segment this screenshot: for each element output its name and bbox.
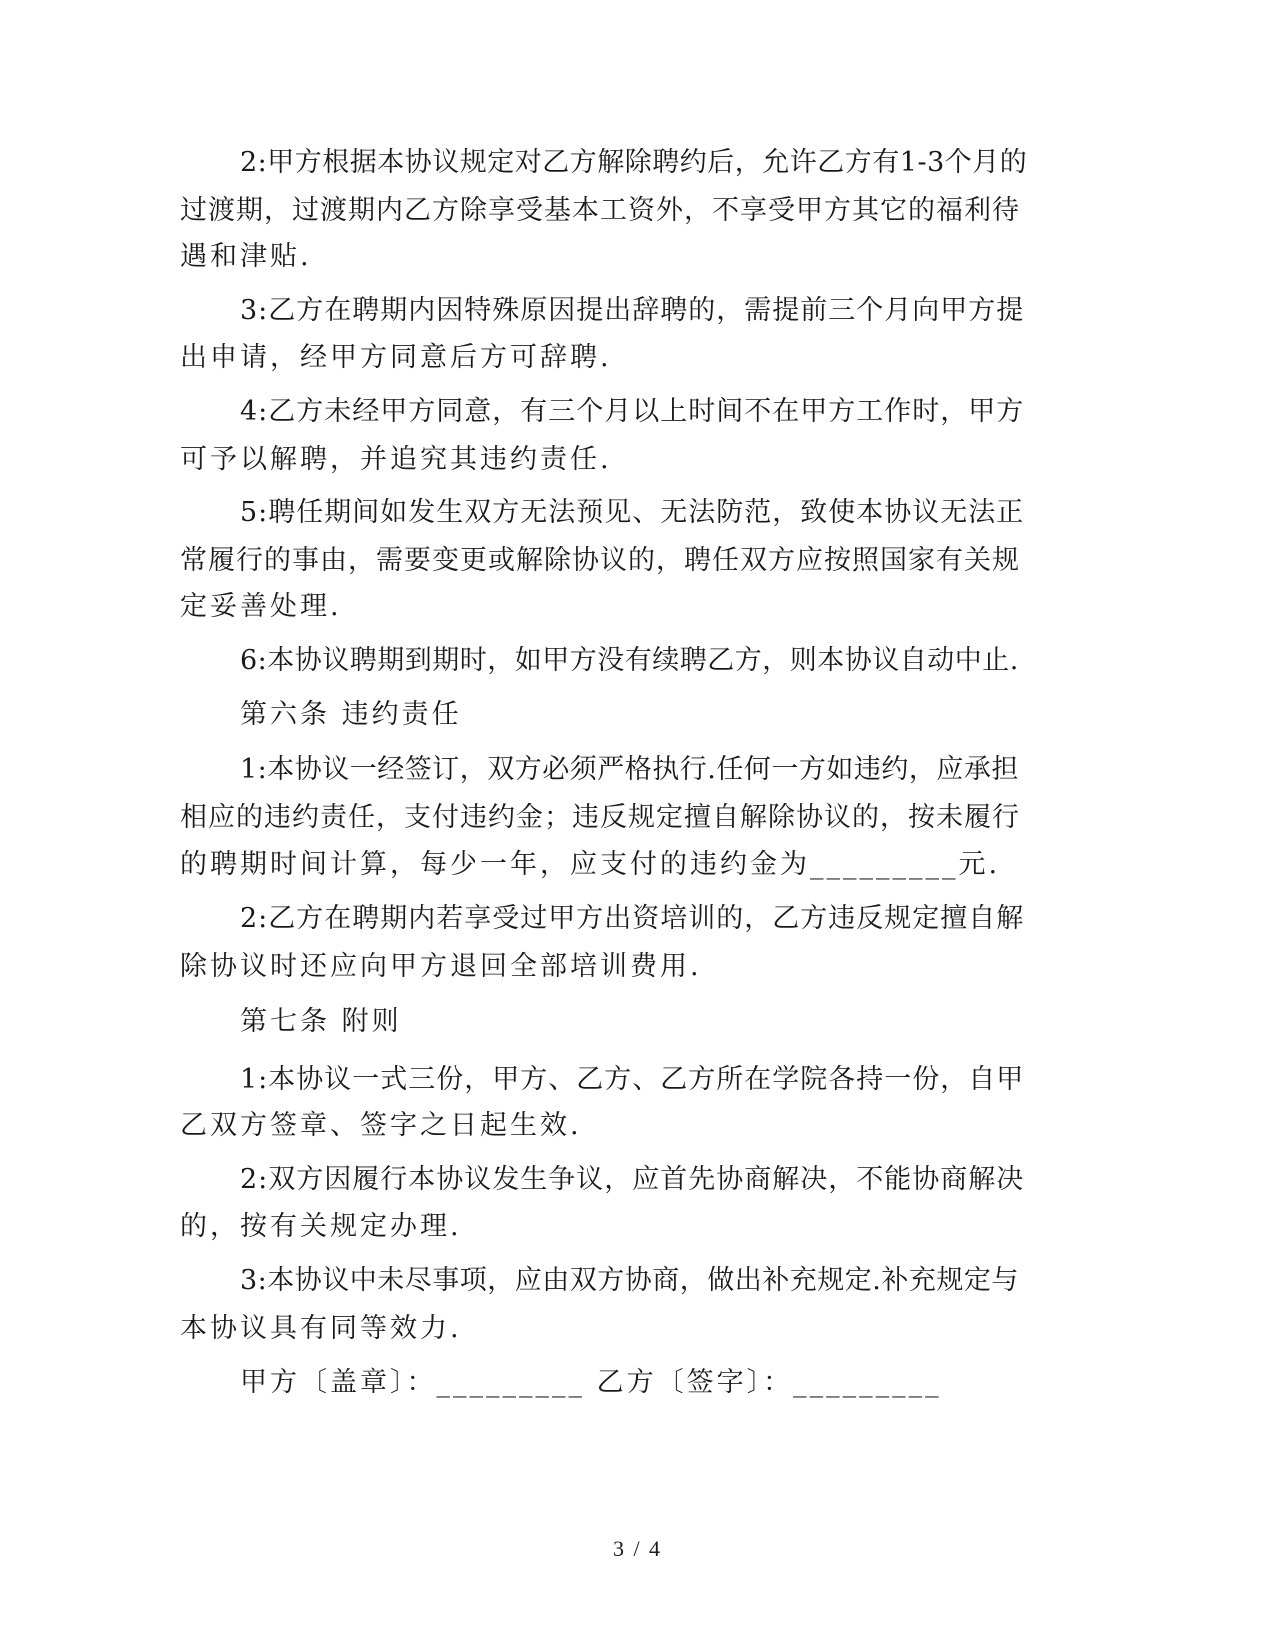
text-line: 遇和津贴. [180, 241, 312, 272]
text-line: 2:乙方在聘期内若享受过甲方出资培训的，乙方违反规定擅自解 [240, 903, 1025, 934]
text-line: 6:本协议聘期到期时，如甲方没有续聘乙方，则本协议自动中止. [240, 645, 1019, 676]
text-line: 常履行的事由，需要变更或解除协议的，聘任双方应按照国家有关规 [180, 545, 1020, 576]
text-line: 1:本协议一经签订，双方必须严格执行.任何一方如违约，应承担 [240, 754, 1019, 785]
text-line: 2:甲方根据本协议规定对乙方解除聘约后，允许乙方有1-3个月的 [240, 147, 1028, 178]
text-line: 3:本协议中未尽事项，应由双方协商，做出补充规定.补充规定与 [240, 1265, 1019, 1296]
page-number: 3 / 4 [612, 1536, 663, 1561]
section-heading: 第七条 附则 [240, 1006, 402, 1037]
text-line: 的聘期时间计算，每少一年，应支付的违约金为_________元. [180, 849, 1001, 880]
text-line: 乙双方签章、签字之日起生效. [180, 1110, 582, 1141]
text-line: 1:本协议一式三份，甲方、乙方、乙方所在学院各持一份，自甲 [240, 1064, 1025, 1095]
text-line: 3:乙方在聘期内因特殊原因提出辞聘的，需提前三个月向甲方提 [240, 295, 1025, 326]
text-line: 本协议具有同等效力. [180, 1313, 462, 1344]
text-line: 出申请，经甲方同意后方可辞聘. [180, 342, 612, 373]
text-line: 相应的违约责任，支付违约金；违反规定擅自解除协议的，按未履行 [180, 802, 1020, 833]
text-line: 2:双方因履行本协议发生争议，应首先协商解决，不能协商解决 [240, 1164, 1025, 1195]
text-line: 过渡期，过渡期内乙方除享受基本工资外，不享受甲方其它的福利待 [180, 195, 1020, 226]
section-heading: 第六条 违约责任 [240, 699, 462, 730]
signature-line: 甲方〔盖章〕：_________ 乙方〔签字〕：_________ [240, 1367, 942, 1398]
text-line: 的，按有关规定办理. [180, 1211, 462, 1242]
text-line: 定妥善处理. [180, 591, 342, 622]
text-line: 5:聘任期间如发生双方无法预见、无法防范，致使本协议无法正 [240, 497, 1025, 528]
text-line: 除协议时还应向甲方退回全部培训费用. [180, 951, 702, 982]
text-line: 可予以解聘，并追究其违约责任. [180, 444, 612, 475]
text-line: 4:乙方未经甲方同意，有三个月以上时间不在甲方工作时，甲方 [240, 396, 1025, 427]
